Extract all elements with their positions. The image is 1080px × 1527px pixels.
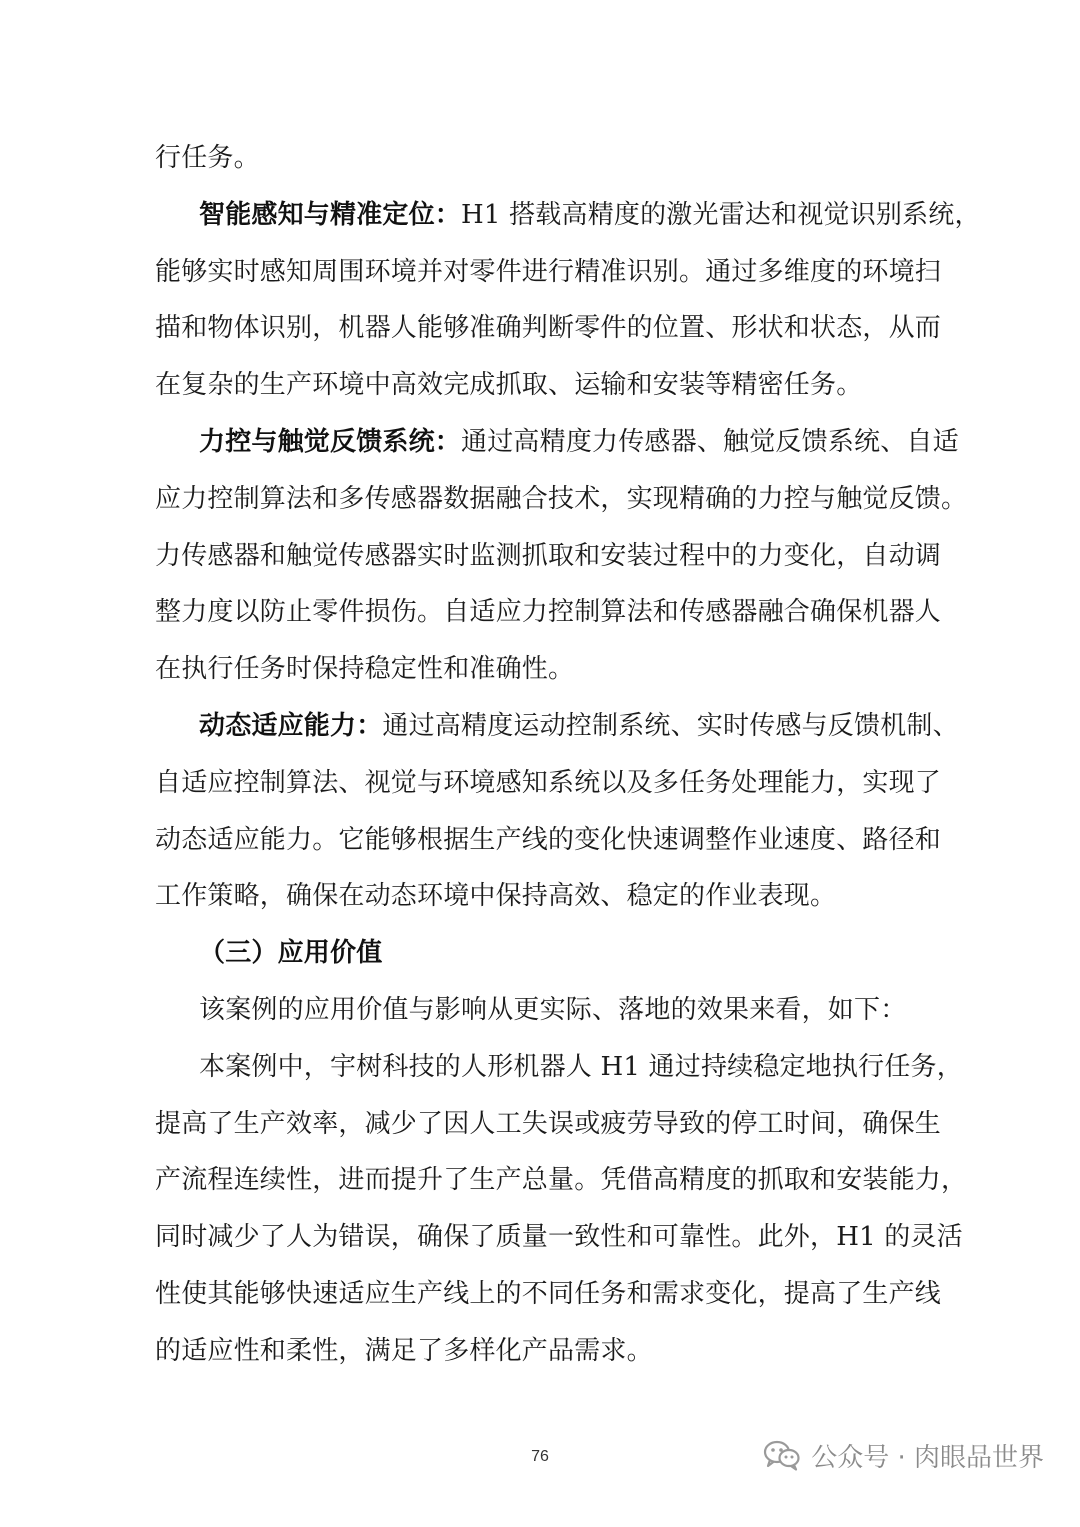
paragraph-heading: 动态适应能力： xyxy=(199,710,383,741)
text-line xyxy=(155,868,925,925)
line-text: 工作策略，确保在动态环境中保持高效、稳定的作业表现。 xyxy=(155,881,837,912)
text-line xyxy=(155,300,942,357)
text-line xyxy=(155,1096,942,1153)
line-text: 同时减少了人为错误，确保了质量一致性和可靠性。此外，H1 的灵活 xyxy=(155,1222,963,1253)
line-text: 性使其能够快速适应生产线上的不同任务和需求变化，提高了生产线 xyxy=(155,1278,942,1309)
line-text: 在执行任务时保持稳定性和准确性。 xyxy=(155,654,575,685)
text-line xyxy=(155,755,942,812)
watermark xyxy=(763,1433,1044,1477)
line-text: 本案例中，宇树科技的人形机器人 H1 通过持续稳定地执行任务， xyxy=(199,1051,963,1082)
text-line xyxy=(155,1266,942,1323)
line-text: 提高了生产效率，减少了因人工失误或疲劳导致的停工时间，确保生 xyxy=(155,1108,942,1139)
text-line xyxy=(155,244,942,301)
line-text: 应力控制算法和多传感器数据融合技术，实现精确的力控与触觉反馈。 xyxy=(155,483,968,514)
text-line xyxy=(155,1039,963,1096)
text-line xyxy=(155,1209,963,1266)
paragraph-heading: 智能感知与精准定位： xyxy=(199,199,462,230)
line-text: 行任务。 xyxy=(155,143,260,173)
text-line xyxy=(155,1152,968,1209)
text-line xyxy=(155,584,942,641)
line-text: 在复杂的生产环境中高效完成抓取、运输和安装等精密任务。 xyxy=(155,370,863,401)
section-heading-line xyxy=(155,925,925,982)
page-number: 76 xyxy=(531,1448,549,1465)
text-line xyxy=(155,1323,925,1380)
line-text: H1 搭载高精度的激光雷达和视觉识别系统， xyxy=(461,199,981,230)
text-line xyxy=(155,471,968,528)
text-line xyxy=(155,982,925,1039)
document-body xyxy=(155,130,981,1380)
text-line xyxy=(155,698,959,755)
line-text: 通过高精度力传感器、触觉反馈系统、自适 xyxy=(461,426,959,457)
wechat-icon xyxy=(763,1439,801,1471)
section-heading: （三）应用价值 xyxy=(199,938,383,969)
text-line xyxy=(155,357,925,414)
line-text: 的适应性和柔性，满足了多样化产品需求。 xyxy=(155,1335,653,1366)
text-line xyxy=(155,641,925,698)
text-line xyxy=(155,414,959,471)
line-text: 描和物体识别，机器人能够准确判断零件的位置、形状和状态，从而 xyxy=(155,313,942,344)
text-line xyxy=(155,528,942,585)
watermark-text: 公众号 · 肉眼品世界 xyxy=(811,1442,1044,1473)
paragraph-heading: 力控与触觉反馈系统： xyxy=(199,426,462,457)
line-text: 动态适应能力。它能够根据生产线的变化快速调整作业速度、路径和 xyxy=(155,824,942,855)
line-text: 自适应控制算法、视觉与环境感知系统以及多任务处理能力，实现了 xyxy=(155,767,942,798)
line-text: 产流程连续性，进而提升了生产总量。凭借高精度的抓取和安装能力， xyxy=(155,1165,968,1196)
line-text: 能够实时感知周围环境并对零件进行精准识别。通过多维度的环境扫 xyxy=(155,256,942,287)
text-line xyxy=(155,187,981,244)
line-text: 该案例的应用价值与影响从更实际、落地的效果来看，如下： xyxy=(199,994,907,1025)
text-line xyxy=(155,130,925,187)
line-text: 力传感器和触觉传感器实时监测抓取和安装过程中的力变化，自动调 xyxy=(155,540,942,571)
text-line xyxy=(155,812,942,869)
line-text: 通过高精度运动控制系统、实时传感与反馈机制、 xyxy=(382,710,959,741)
line-text: 整力度以防止零件损伤。自适应力控制算法和传感器融合确保机器人 xyxy=(155,597,942,628)
